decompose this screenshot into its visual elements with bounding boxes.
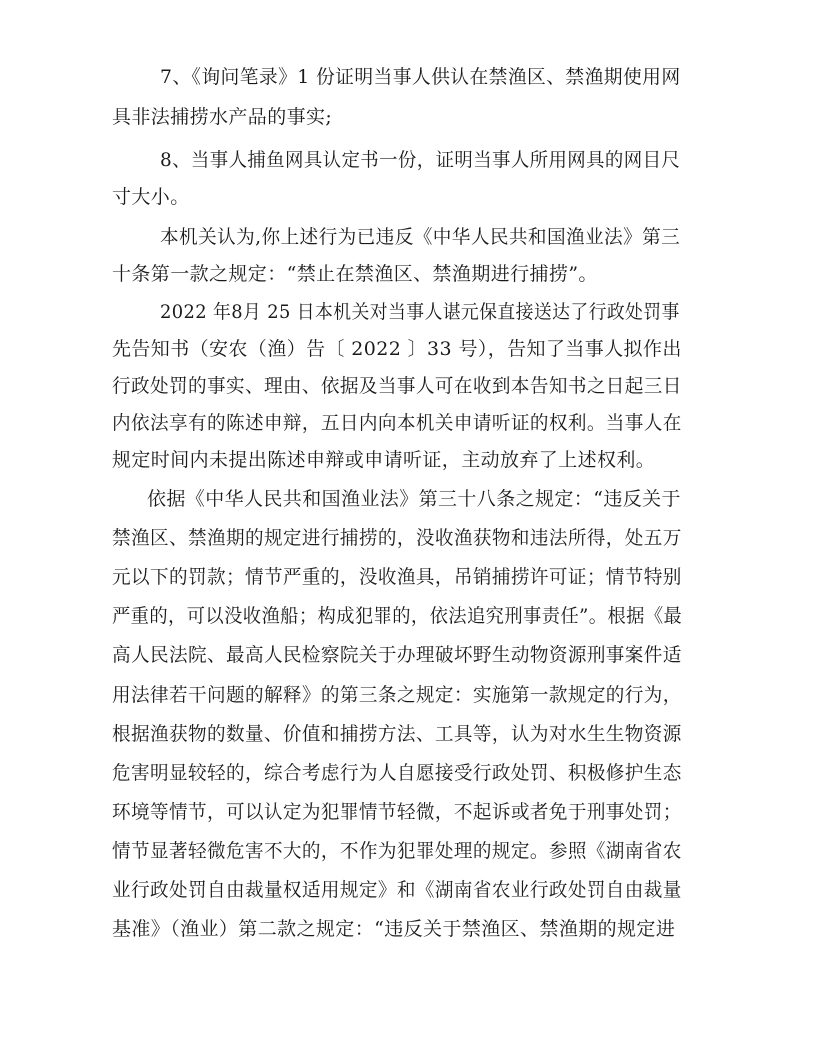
text-line: 规定时间内未提出陈述申辩或申请听证，主动放弃了上述权利。 [112, 449, 656, 471]
text-line: 先告知书（安农（渔）告〔 2022 〕33 号），告知了当事人拟作出 [112, 338, 682, 360]
text-line: 依据《中华人民共和国渔业法》第三十八条之规定：“违反关于 [147, 488, 681, 510]
text-line: 具非法捕捞水产品的事实; [112, 106, 333, 128]
text-line: 根据渔获物的数量、价值和捕捞方法、工具等，认为对水生生物资源 [112, 723, 682, 745]
text-line: 2022 年8月 25 日本机关对当事人谌元保直接送达了行政处罚事 [160, 301, 680, 323]
text-line: 8、当事人捕鱼网具认定书一份，证明当事人所用网具的网目尺 [160, 149, 681, 171]
text-line: 本机关认为,你上述行为已违反《中华人民共和国渔业法》第三 [160, 226, 681, 248]
text-line: 禁渔区、禁渔期的规定进行捕捞的，没收渔获物和违法所得，处五万 [112, 527, 682, 549]
text-line: 高人民法院、最高人民检察院关于办理破坏野生动物资源刑事案件适 [112, 644, 682, 666]
text-line: 7、《询问笔录》1 份证明当事人供认在禁渔区、禁渔期使用网 [160, 66, 681, 88]
text-line: 用法律若干问题的解释》的第三条之规定：实施第一款规定的行为， [112, 684, 682, 706]
text-line: 情节显著轻微危害不大的，不作为犯罪处理的规定。参照《湖南省农 [112, 840, 682, 862]
text-line: 寸大小。 [112, 186, 190, 208]
text-line: 行政处罚的事实、理由、依据及当事人可在收到本告知书之日起三日 [112, 375, 682, 397]
text-line: 严重的，可以没收渔船；构成犯罪的，依法追究刑事责任”。根据《最 [112, 605, 683, 627]
text-line: 十条第一款之规定：“禁止在禁渔区、禁渔期进行捕捞”。 [112, 263, 598, 285]
text-line: 业行政处罚自由裁量权适用规定》和《湖南省农业行政处罚自由裁量 [112, 879, 682, 901]
text-line: 环境等情节，可以认定为犯罪情节轻微，不起诉或者免于刑事处罚； [112, 801, 682, 823]
text-line: 危害明显较轻的，综合考虑行为人自愿接受行政处罚、积极修护生态 [112, 762, 682, 784]
text-line: 内依法享有的陈述申辩，五日内向本机关申请听证的权利。当事人在 [112, 412, 682, 434]
text-line: 基准》（渔业）第二款之规定：“违反关于禁渔区、禁渔期的规定进 [112, 918, 676, 940]
text-line: 元以下的罚款；情节严重的，没收渔具，吊销捕捞许可证；情节特别 [112, 566, 682, 588]
